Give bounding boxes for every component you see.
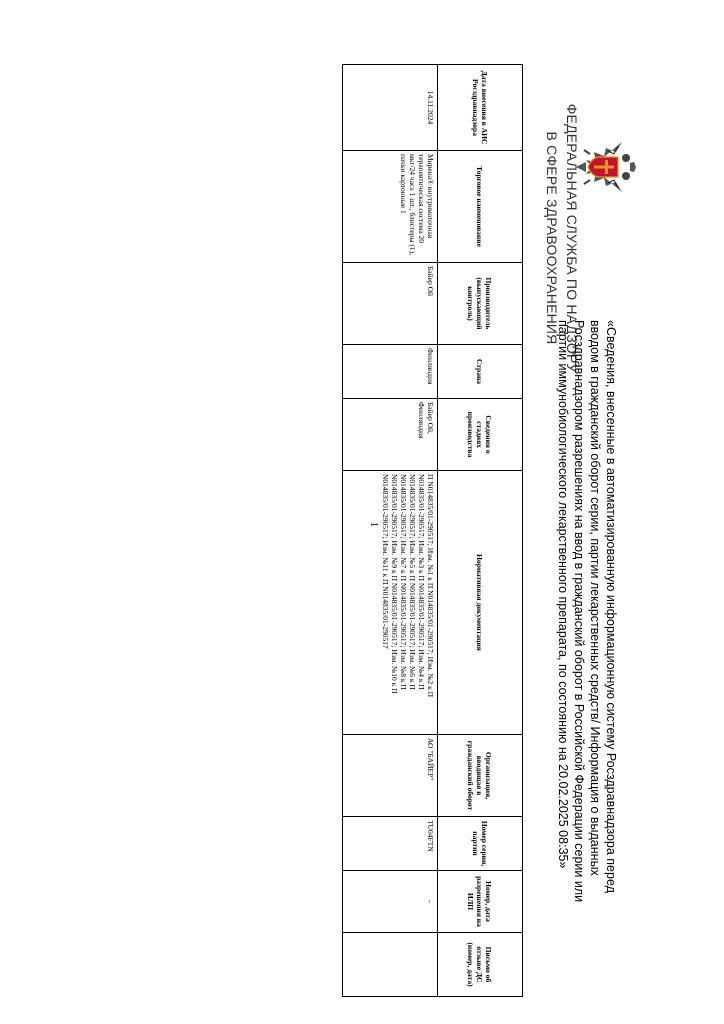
table-row <box>343 65 438 997</box>
cell-recall-letter <box>343 933 438 997</box>
cell-organization: АО "БАЙЕР" <box>343 735 438 817</box>
header-manufacturer: Производитель (выпускающий контроль) <box>438 263 523 345</box>
header-normative-doc: Нормативная документация <box>438 471 523 735</box>
cell-stages: Байер Ой, Финляндия <box>343 399 438 471</box>
document-title: «Сведения, внесенные в автоматизированную информационную систему Росздравнадзора перед вводом в гражданский оборот серии, партии лекарственных средств/ Информация о выданных Росздравнадзором разрешениях на ввод в гражданский оборот в Российской Федерации серии или партии иммунобиологического лекарственного препарата, по состоянию на 20.02.2025 08:35» <box>556 320 618 903</box>
registry-table <box>342 64 523 997</box>
header-permit: Номер, дата разрешения на ИЛП <box>438 871 523 933</box>
cell-manufacturer: Байер Ой <box>343 263 438 345</box>
header-series: Номер серии, партии <box>438 817 523 871</box>
header-country: Страна <box>438 345 523 399</box>
header-trade-name: Торговое наименование <box>438 151 523 263</box>
agency-name-line1: ФЕДЕРАЛЬНАЯ СЛУЖБА ПО НАДЗОРУ <box>564 103 580 373</box>
cell-series: TU04FTN <box>343 817 438 871</box>
header-organization: Организация, вводящая в гражданский оборот <box>438 735 523 817</box>
table-header-row <box>438 65 523 997</box>
header-stages: Сведения о стадиях производства <box>438 399 523 471</box>
agency-name-line2: В СФЕРЕ ЗДРАВООХРАНЕНИЯ <box>544 131 560 345</box>
header-date: Дата внесения в АИС Росздравнадзора <box>438 65 523 151</box>
header-recall-letter: Письмо об отзыве ДС (номер, дата) <box>438 933 523 997</box>
cell-normative-doc: П N014835/01-290517; Изм. №1 к П N014835/01-290517; Изм. №2 к П N014835/01-290517; Изм. №3 к П N014835/01-290517; Изм. №4 к П N014835/01-290517; Изм. №5 к П N014835/01-290517; Изм. №6 к П N014835/01-290517; Изм. №7 к П N014835/01-290517; Изм. №8 к П N014835/01-290517; Изм. №9 к П N014835/01-290517; Изм. №10 к П N014835/01-290517; Изм. №11 к П N014835/01-290517 <box>343 471 438 735</box>
cell-country: Финляндия <box>343 345 438 399</box>
cell-date: 14.11.2024 <box>343 65 438 151</box>
coat-of-arms-emblem <box>574 138 636 196</box>
cell-trade-name: Мирена® внутриматочная терапевтическая система 20 мкг/24 часа 1 шт., блистеры (1), пачки картонные 1 <box>343 151 438 263</box>
page-number: 1 <box>368 522 379 527</box>
cell-permit: - <box>343 871 438 933</box>
